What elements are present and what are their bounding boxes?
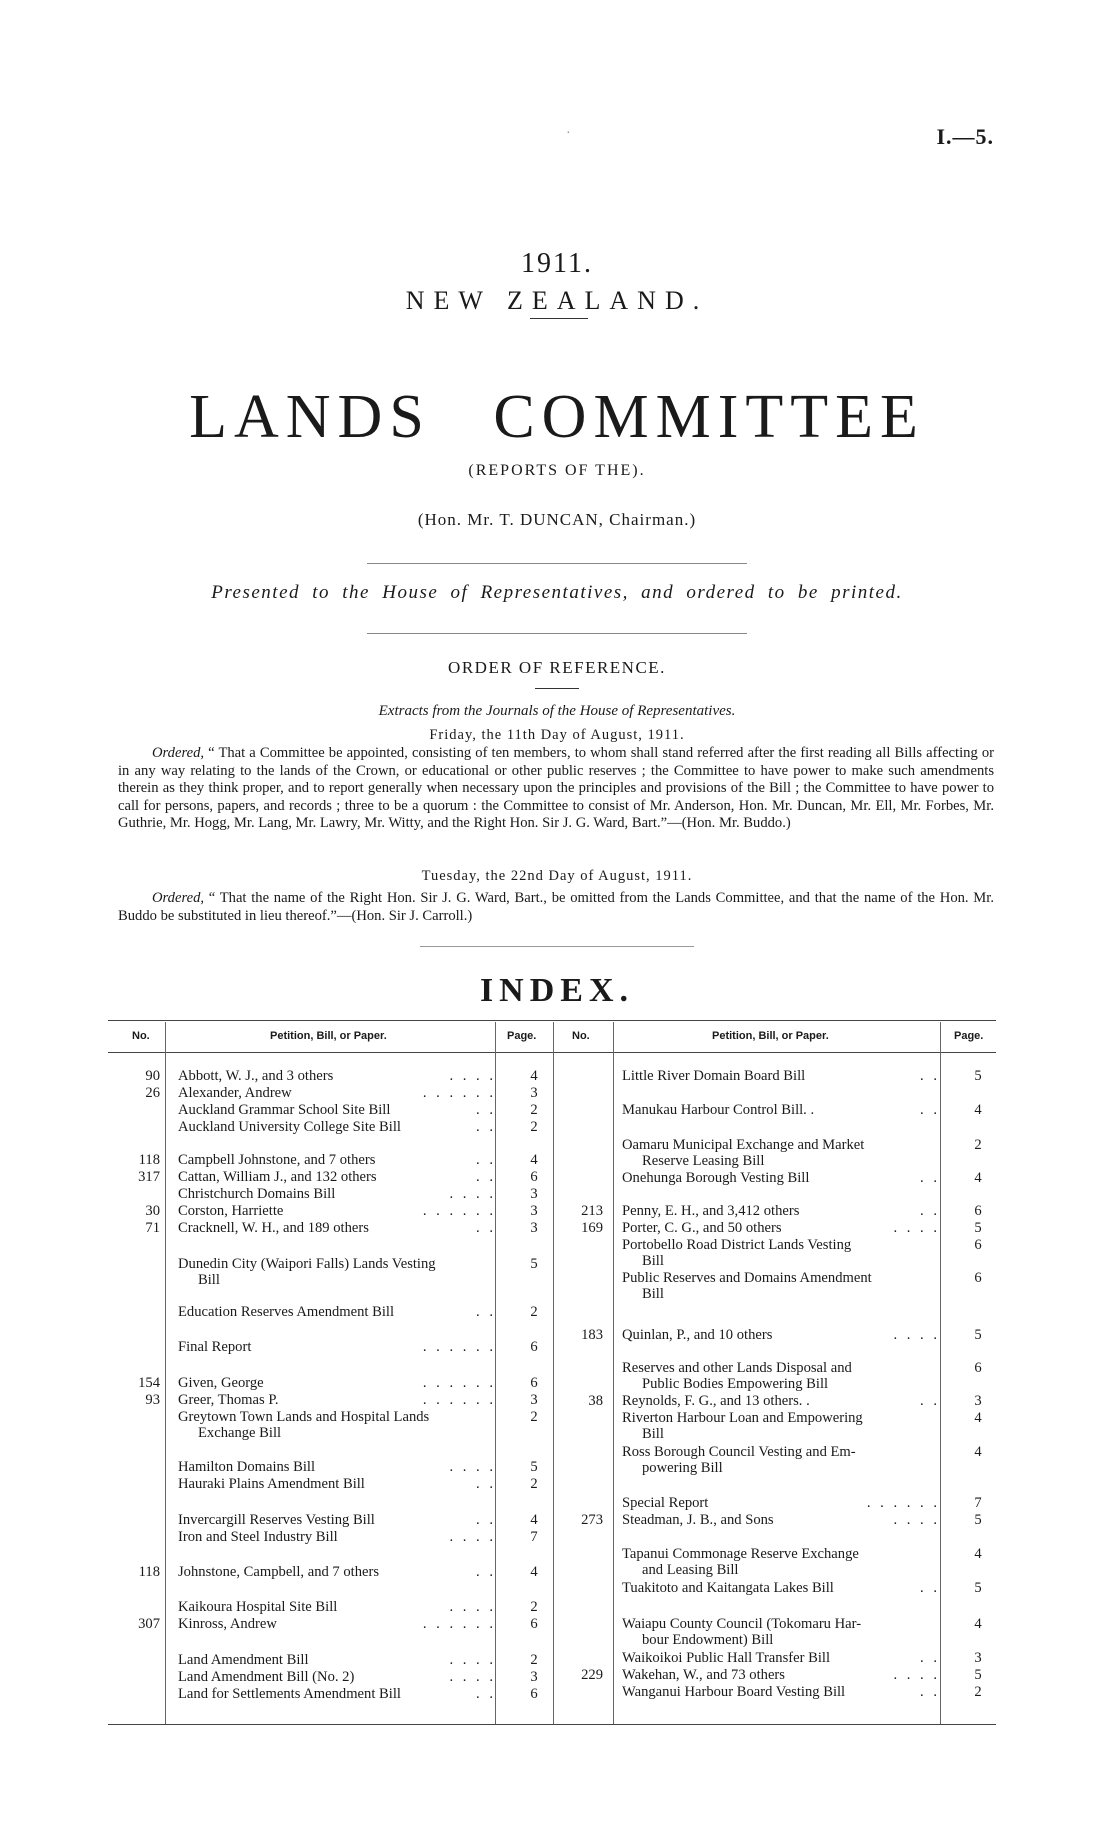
entry-title-text: Quinlan, P., and 10 others	[622, 1327, 773, 1343]
entry-title	[178, 1652, 496, 1668]
entry-page: 6	[530, 1339, 538, 1355]
entry-page: 6	[974, 1360, 982, 1376]
entry-title-continuation: and Leasing Bill	[642, 1562, 739, 1578]
entry-title-text: Land for Settlements Amendment Bill	[178, 1686, 401, 1702]
entry-title-text: Penny, E. H., and 3,412 others	[622, 1203, 800, 1219]
country: NEW ZEALAND.	[405, 286, 709, 315]
leader-dots: . . . .	[449, 1459, 496, 1475]
entry-number: 38	[588, 1393, 603, 1409]
leader-dots: . .	[476, 1686, 496, 1702]
entry-page: 3	[974, 1650, 982, 1666]
entry-page: 6	[530, 1686, 538, 1702]
entry-title	[622, 1580, 940, 1596]
entry-title-text: Reserves and other Lands Disposal and	[622, 1360, 852, 1376]
entry-title	[178, 1686, 496, 1702]
entry-title	[622, 1237, 940, 1269]
leader-dots: . .	[476, 1102, 496, 1118]
leader-dots: . . . . . .	[866, 1495, 940, 1511]
leader-dots: . . . . . .	[422, 1203, 496, 1219]
entry-title-text: Cattan, William J., and 132 others	[178, 1169, 377, 1185]
entry-title-continuation: Public Bodies Empowering Bill	[642, 1376, 829, 1392]
report-subtitle: (REPORTS OF THE).	[468, 462, 646, 479]
entry-title-text: Auckland Grammar School Site Bill	[178, 1102, 391, 1118]
entry-page: 4	[974, 1444, 982, 1460]
entry-page: 2	[530, 1102, 538, 1118]
entry-title	[178, 1186, 496, 1202]
entry-title-continuation: Bill	[198, 1272, 220, 1288]
header-page-right: Page.	[954, 1030, 984, 1042]
leader-dots: . .	[476, 1220, 496, 1236]
leader-dots: . .	[920, 1580, 940, 1596]
entry-title-continuation: powering Bill	[642, 1460, 723, 1476]
entry-title	[178, 1339, 496, 1355]
entry-page: 6	[530, 1169, 538, 1185]
leader-dots: . . . . . .	[422, 1375, 496, 1391]
entry-title	[178, 1304, 496, 1320]
entry-number: 26	[145, 1085, 160, 1101]
entry-number: 90	[145, 1068, 160, 1084]
entry-title-text: Tapanui Commonage Reserve Exchange	[622, 1546, 859, 1562]
leader-dots: . .	[920, 1068, 940, 1084]
entry-title	[622, 1546, 940, 1578]
leader-dots: . .	[920, 1650, 940, 1666]
entry-title-text: Waiapu County Council (Tokomaru Har-	[622, 1616, 862, 1632]
year: 1911.	[521, 248, 593, 279]
leader-dots: . . . . . .	[422, 1616, 496, 1632]
entry-title-text: Steadman, J. B., and Sons	[622, 1512, 774, 1528]
entry-page: 2	[530, 1652, 538, 1668]
entry-title	[178, 1669, 496, 1685]
entry-page: 3	[530, 1186, 538, 1202]
entry-page: 4	[530, 1068, 538, 1084]
table-top-rule	[108, 1020, 996, 1021]
entry-page: 5	[974, 1068, 982, 1084]
entry-page: 5	[530, 1256, 538, 1272]
entry-title-text: Reynolds, F. G., and 13 others. .	[622, 1393, 810, 1409]
entry-page: 3	[974, 1393, 982, 1409]
entry-page: 3	[530, 1085, 538, 1101]
leader-dots: . .	[920, 1170, 940, 1186]
entry-number: 118	[138, 1564, 160, 1580]
entry-title-continuation: Exchange Bill	[198, 1425, 282, 1441]
entry-title-text: Johnstone, Campbell, and 7 others	[178, 1564, 380, 1580]
entry-title	[178, 1599, 496, 1615]
entry-page: 2	[530, 1476, 538, 1492]
entry-page: 4	[530, 1512, 538, 1528]
column-divider	[613, 1022, 614, 1724]
entry-title	[622, 1393, 940, 1409]
entry-page: 3	[530, 1203, 538, 1219]
entry-title	[178, 1529, 496, 1545]
entry-number: 213	[581, 1203, 603, 1219]
order-paragraph-1: Ordered, “ That a Committee be appointed, consisting of ten members, to whom shall stand referred after the first reading all Bills affecting or in any way relating to the lands of the Crown, or educational or other public reserves ; the Committee to have power to make such amendments therein as they think proper, and to report generally when necessary upon the principles and provisions of the Bill ; the Committee to have power to call for persons, papers, and records ; three to be a quorum : the Committee to consist of Mr. Anderson, Hon. Mr. Duncan, Mr. Ell, Mr. Forbes, Mr. Guthrie, Mr. Hogg, Mr. Lang, Mr. Lawry, Mr. Witty, and the Right Hon. Sir J. G. Ward, Bart.”—(Hon. Mr. Buddo.)	[118, 745, 994, 831]
divider	[367, 633, 747, 634]
entry-title-text: Alexander, Andrew	[178, 1085, 292, 1101]
header-petition-left: Petition, Bill, or Paper.	[270, 1030, 387, 1042]
entry-title	[622, 1270, 940, 1302]
entry-page: 2	[530, 1119, 538, 1135]
entry-title	[622, 1684, 940, 1700]
entry-page: 5	[974, 1220, 982, 1236]
entry-title-text: Public Reserves and Domains Amendment	[622, 1270, 872, 1286]
entry-title	[178, 1459, 496, 1475]
leader-dots: . .	[476, 1152, 496, 1168]
entry-number: 93	[145, 1392, 160, 1408]
entry-title	[178, 1512, 496, 1528]
entry-page: 6	[530, 1375, 538, 1391]
table-header-rule	[108, 1052, 996, 1053]
entry-number: 273	[581, 1512, 603, 1528]
entry-title-text: Porter, C. G., and 50 others	[622, 1220, 782, 1236]
entry-page: 6	[974, 1203, 982, 1219]
entry-title	[178, 1203, 496, 1219]
entry-title	[622, 1170, 940, 1186]
divider	[367, 563, 747, 564]
entry-title	[622, 1360, 940, 1392]
entry-title	[622, 1102, 940, 1118]
leader-dots: . . . .	[893, 1667, 940, 1683]
entry-number: 169	[581, 1220, 603, 1236]
leader-dots: . . . .	[893, 1220, 940, 1236]
entry-title-text: Ross Borough Council Vesting and Em-	[622, 1444, 856, 1460]
entry-page: 4	[974, 1546, 982, 1562]
entry-page: 5	[974, 1667, 982, 1683]
order-heading: ORDER OF REFERENCE.	[448, 658, 666, 677]
entry-title	[178, 1085, 496, 1101]
entry-title	[622, 1068, 940, 1084]
entry-title-text: Wakehan, W., and 73 others	[622, 1667, 785, 1683]
divider	[535, 688, 579, 689]
entry-title	[178, 1220, 496, 1236]
entry-title-text: Cracknell, W. H., and 189 others	[178, 1220, 369, 1236]
leader-dots: . .	[476, 1564, 496, 1580]
entry-title-text: Riverton Harbour Loan and Empowering	[622, 1410, 863, 1426]
entry-title	[178, 1169, 496, 1185]
entry-title	[622, 1495, 940, 1511]
entry-title-text: Education Reserves Amendment Bill	[178, 1304, 395, 1320]
entry-page: 2	[974, 1137, 982, 1153]
entry-page: 4	[974, 1102, 982, 1118]
leader-dots: . .	[920, 1393, 940, 1409]
entry-page: 4	[530, 1152, 538, 1168]
entry-page: 4	[530, 1564, 538, 1580]
entry-title	[178, 1564, 496, 1580]
leader-dots: . . . . . .	[422, 1085, 496, 1101]
entry-title-text: Final Report	[178, 1339, 252, 1355]
column-divider	[553, 1022, 554, 1724]
entry-title	[622, 1220, 940, 1236]
entry-title	[622, 1444, 940, 1476]
leader-dots: . . . .	[893, 1327, 940, 1343]
entry-title-text: Kaikoura Hospital Site Bill	[178, 1599, 338, 1615]
header-petition-right: Petition, Bill, or Paper.	[712, 1030, 829, 1042]
leader-dots: . . . .	[449, 1186, 496, 1202]
entry-title-text: Christchurch Domains Bill	[178, 1186, 336, 1202]
entry-number: 118	[138, 1152, 160, 1168]
table-bottom-rule	[108, 1724, 996, 1725]
entry-title-text: Iron and Steel Industry Bill	[178, 1529, 338, 1545]
index-title: INDEX.	[479, 972, 635, 1009]
entry-title-text: Greer, Thomas P.	[178, 1392, 279, 1408]
divider	[420, 946, 694, 947]
ordered-label: Ordered,	[152, 745, 205, 761]
leader-dots: . .	[476, 1512, 496, 1528]
entry-page: 7	[530, 1529, 538, 1545]
entry-number: 307	[138, 1616, 160, 1632]
entry-title-text: Portobello Road District Lands Vesting	[622, 1237, 852, 1253]
entry-title	[622, 1327, 940, 1343]
entry-title	[178, 1119, 496, 1135]
presented-note: Presented to the House of Representatives, and ordered to be printed.	[211, 582, 903, 603]
entry-page: 2	[530, 1304, 538, 1320]
entry-title-text: Corston, Harriette	[178, 1203, 284, 1219]
entry-title	[178, 1409, 496, 1441]
entry-page: 6	[974, 1237, 982, 1253]
entry-title-continuation: Reserve Leasing Bill	[642, 1153, 765, 1169]
entry-number: 71	[145, 1220, 160, 1236]
entry-title	[178, 1375, 496, 1391]
entry-title	[622, 1137, 940, 1169]
entry-title-text: Manukau Harbour Control Bill. .	[622, 1102, 815, 1118]
entry-page: 5	[974, 1580, 982, 1596]
leader-dots: . . . .	[449, 1068, 496, 1084]
entry-title-text: Hauraki Plains Amendment Bill	[178, 1476, 365, 1492]
entry-title	[178, 1392, 496, 1408]
entry-title	[622, 1410, 940, 1442]
entry-page: 3	[530, 1220, 538, 1236]
entry-title	[622, 1203, 940, 1219]
entry-page: 3	[530, 1669, 538, 1685]
entry-title-text: Invercargill Reserves Vesting Bill	[178, 1512, 375, 1528]
extracts-note: Extracts from the Journals of the House of Representatives.	[378, 703, 736, 719]
leader-dots: . .	[476, 1476, 496, 1492]
entry-title-continuation: bour Endowment) Bill	[642, 1632, 774, 1648]
leader-dots: . . . .	[449, 1599, 496, 1615]
entry-title	[622, 1616, 940, 1648]
entry-title-text: Wanganui Harbour Board Vesting Bill	[622, 1684, 846, 1700]
divider	[530, 318, 588, 319]
entry-title	[178, 1068, 496, 1084]
entry-number: 183	[581, 1327, 603, 1343]
entry-title-text: Dunedin City (Waipori Falls) Lands Vesting	[178, 1256, 436, 1272]
leader-dots: . . . .	[449, 1529, 496, 1545]
entry-title-text: Little River Domain Board Bill	[622, 1068, 806, 1084]
entry-page: 5	[974, 1512, 982, 1528]
entry-title	[622, 1650, 940, 1666]
leader-dots: . .	[920, 1203, 940, 1219]
entry-page: 4	[974, 1616, 982, 1632]
entry-page: 5	[974, 1327, 982, 1343]
entry-page: 4	[974, 1170, 982, 1186]
entry-page: 5	[530, 1459, 538, 1475]
leader-dots: . . . .	[449, 1652, 496, 1668]
leader-dots: . . . .	[449, 1669, 496, 1685]
column-divider	[940, 1022, 941, 1724]
header-no-right: No.	[572, 1030, 590, 1042]
entry-page: 2	[974, 1684, 982, 1700]
page-mark: ·	[566, 126, 571, 141]
entry-number: 154	[138, 1375, 160, 1391]
entry-title	[622, 1512, 940, 1528]
header-no-left: No.	[132, 1030, 150, 1042]
entry-title	[622, 1667, 940, 1683]
report-title: LANDS COMMITTEE	[189, 383, 925, 451]
date-tuesday: Tuesday, the 22nd Day of August, 1911.	[421, 868, 693, 884]
entry-title-text: Tuakitoto and Kaitangata Lakes Bill	[622, 1580, 834, 1596]
entry-title-text: Waikoikoi Public Hall Transfer Bill	[622, 1650, 830, 1666]
entry-title-text: Land Amendment Bill	[178, 1652, 309, 1668]
header-page-left: Page.	[507, 1030, 537, 1042]
entry-page: 4	[974, 1410, 982, 1426]
entry-page: 6	[530, 1616, 538, 1632]
entry-title-text: Given, George	[178, 1375, 264, 1391]
entry-title-text: Kinross, Andrew	[178, 1616, 277, 1632]
entry-title-continuation: Bill	[642, 1426, 664, 1442]
ordered-label: Ordered,	[152, 890, 205, 906]
entry-title-text: Hamilton Domains Bill	[178, 1459, 316, 1475]
entry-page: 6	[974, 1270, 982, 1286]
entry-page: 7	[974, 1495, 982, 1511]
entry-title-text: Onehunga Borough Vesting Bill	[622, 1170, 810, 1186]
entry-title-text: Greytown Town Lands and Hospital Lands	[178, 1409, 430, 1425]
entry-title-text: Special Report	[622, 1495, 709, 1511]
entry-title-text: Oamaru Municipal Exchange and Market	[622, 1137, 865, 1153]
order-paragraph-2: Ordered, “ That the name of the Right Hon. Sir J. G. Ward, Bart., be omitted from the Lands Committee, and that the name of the Hon. Mr. Buddo be substituted in lieu thereof.”—(Hon. Sir J. Carroll.)	[118, 890, 994, 924]
entry-number: 317	[138, 1169, 160, 1185]
entry-title-continuation: Bill	[642, 1286, 664, 1302]
column-divider	[165, 1022, 166, 1724]
leader-dots: . .	[476, 1304, 496, 1320]
leader-dots: . .	[476, 1119, 496, 1135]
entry-page: 2	[530, 1599, 538, 1615]
entry-number: 229	[581, 1667, 603, 1683]
date-friday: Friday, the 11th Day of August, 1911.	[429, 727, 685, 743]
entry-title-text: Abbott, W. J., and 3 others	[178, 1068, 334, 1084]
leader-dots: . . . . . .	[422, 1339, 496, 1355]
entry-title-text: Auckland University College Site Bill	[178, 1119, 401, 1135]
entry-title-text: Campbell Johnstone, and 7 others	[178, 1152, 376, 1168]
entry-title-continuation: Bill	[642, 1253, 664, 1269]
entry-number: 30	[145, 1203, 160, 1219]
entry-title	[178, 1256, 496, 1288]
entry-title	[178, 1102, 496, 1118]
entry-page: 3	[530, 1392, 538, 1408]
leader-dots: . . . . . .	[422, 1392, 496, 1408]
document-reference: I.—5.	[936, 124, 994, 149]
leader-dots: . . . .	[893, 1512, 940, 1528]
leader-dots: . .	[476, 1169, 496, 1185]
entry-title	[178, 1616, 496, 1632]
entry-page: 2	[530, 1409, 538, 1425]
chairman: (Hon. Mr. T. DUNCAN, Chairman.)	[417, 510, 697, 529]
leader-dots: . .	[920, 1102, 940, 1118]
entry-title-text: Land Amendment Bill (No. 2)	[178, 1669, 355, 1685]
leader-dots: . .	[920, 1684, 940, 1700]
entry-title	[178, 1476, 496, 1492]
entry-title	[178, 1152, 496, 1168]
